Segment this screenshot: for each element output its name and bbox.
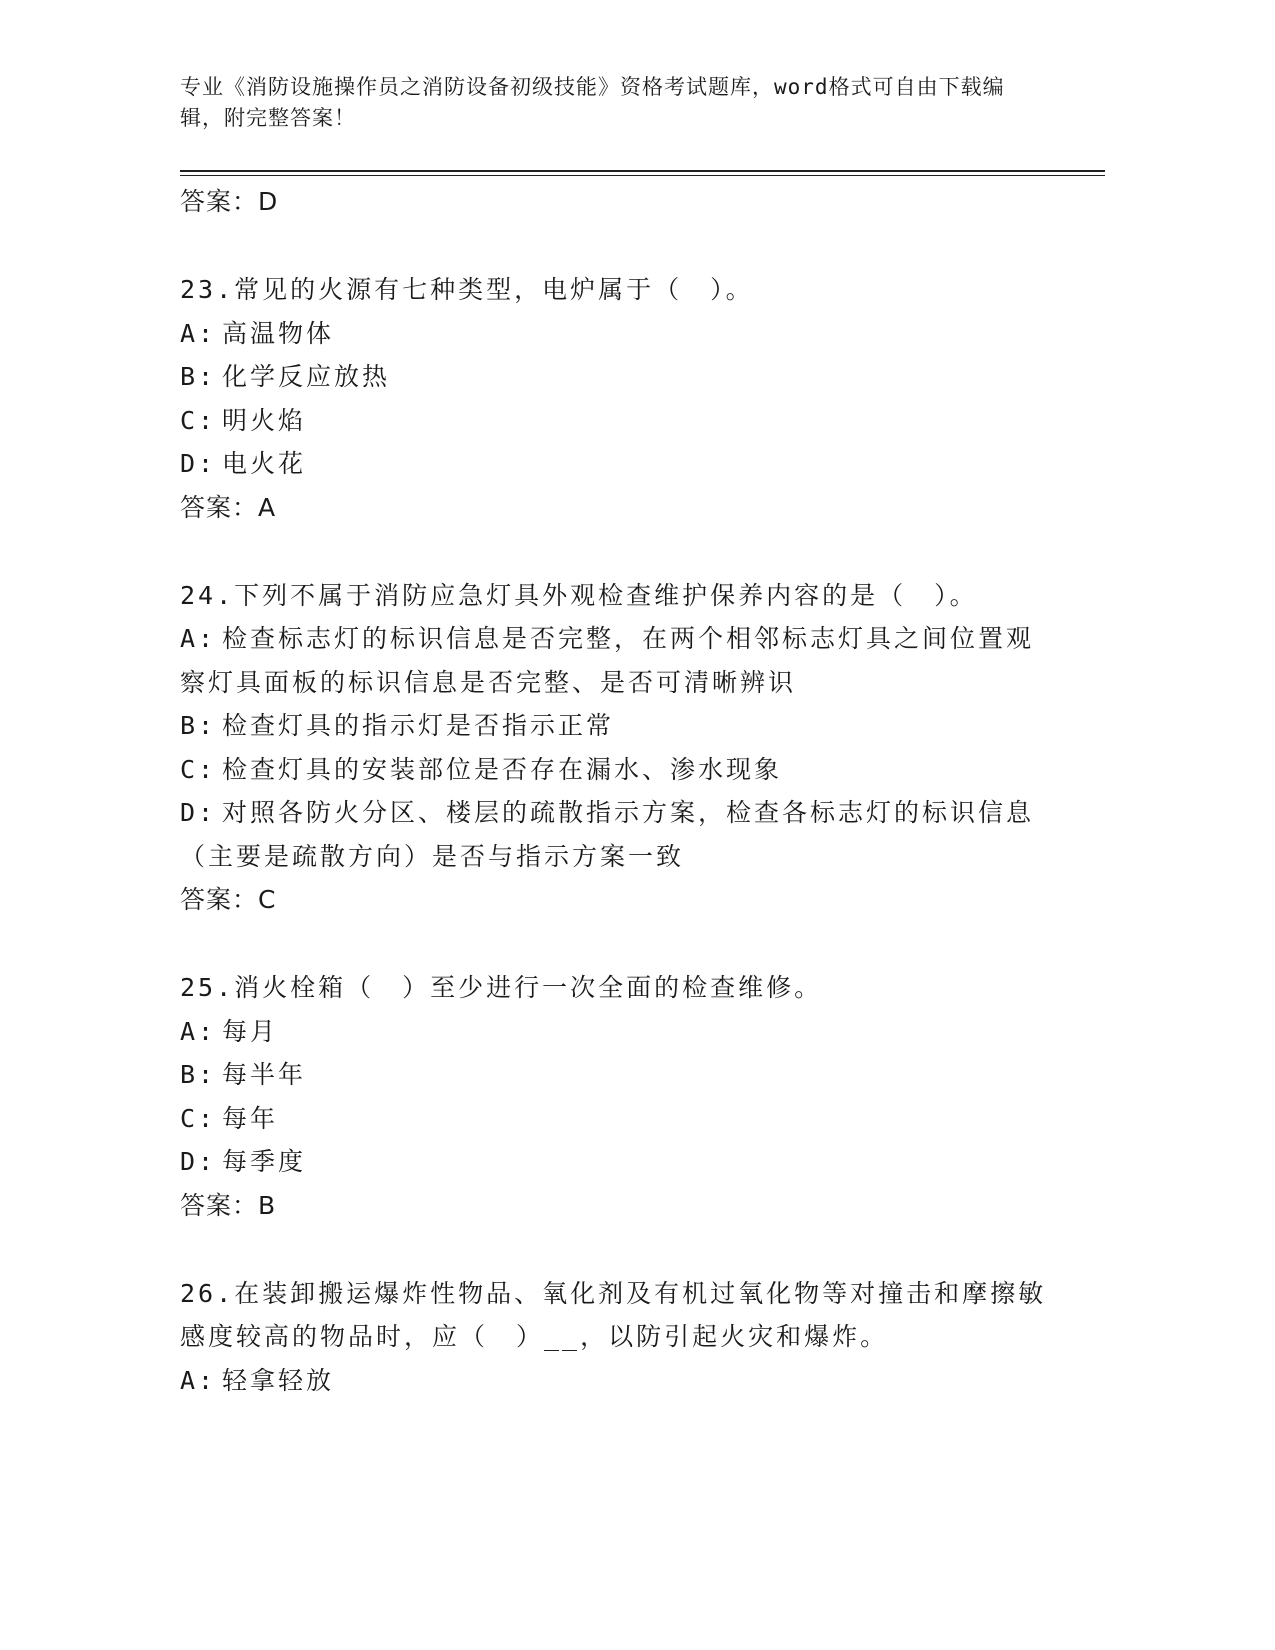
option-letter: B: [180, 1060, 217, 1089]
option-letter: A: [180, 1016, 217, 1046]
question-block [180, 1272, 1047, 1403]
option-line [180, 835, 1040, 879]
option-text: （主要是疏散方向）是否与指示方案一致 [180, 841, 685, 871]
answer-label: 答案：A [180, 492, 277, 522]
question-block [180, 574, 1040, 923]
question-block [180, 268, 1040, 530]
option-text: 化学反应放热 [222, 362, 391, 391]
option-line [180, 399, 1040, 443]
option-line [180, 661, 1040, 705]
option-line [180, 442, 1040, 486]
option-letter: A: [180, 318, 217, 348]
option-line [180, 1097, 1040, 1141]
question-list [180, 180, 1047, 1402]
option-letter: C: [180, 405, 217, 435]
option-line [180, 312, 1040, 356]
question-text: 感度较高的物品时，应（ ）__，以防引起火灾和爆炸。 [180, 1322, 889, 1351]
option-line [180, 791, 1040, 835]
header-rule [180, 170, 1105, 172]
option-line [180, 355, 1040, 399]
option-letter: C: [180, 754, 217, 784]
header-rule-thin [180, 175, 1105, 176]
option-line [180, 1053, 1040, 1097]
option-letter: C: [180, 1103, 217, 1133]
answer-label: 答案：D [180, 187, 279, 216]
option-text: 每季度 [222, 1147, 307, 1176]
option-line [180, 748, 1040, 792]
question-text: 25.消火栓箱（ ）至少进行一次全面的检查维修。 [180, 973, 823, 1002]
option-text: 每半年 [222, 1060, 307, 1089]
page-header: 专业《消防设施操作员之消防设备初级技能》资格考试题库，word格式可自由下载编辑，附完整答案！ [180, 75, 1005, 130]
option-text: 每月 [222, 1016, 279, 1046]
option-line [180, 1010, 1040, 1054]
option-line [180, 617, 1040, 661]
option-text: 察灯具面板的标识信息是否完整、是否可清晰辨识 [180, 667, 797, 697]
option-letter: D: [180, 798, 217, 827]
option-letter: D: [180, 449, 217, 478]
option-line [180, 704, 1040, 748]
option-letter: B: [180, 711, 217, 740]
question-text: 24.下列不属于消防应急灯具外观检查维护保养内容的是（ ）。 [180, 580, 978, 610]
answer-label: 答案：C [180, 885, 277, 914]
option-letter: D: [180, 1147, 217, 1176]
option-text: 对照各防火分区、楼层的疏散指示方案，检查各标志灯的标识信息 [222, 798, 1035, 827]
option-text: 检查标志灯的标识信息是否完整，在两个相邻标志灯具之间位置观 [222, 624, 1035, 653]
question-block [180, 966, 1040, 1228]
option-text: 检查灯具的指示灯是否指示正常 [222, 711, 615, 740]
option-text: 高温物体 [222, 318, 335, 348]
option-line [180, 1140, 1040, 1184]
option-text: 检查灯具的安装部位是否存在漏水、渗水现象 [222, 754, 783, 784]
option-letter: A: [180, 624, 217, 653]
option-text: 明火焰 [222, 405, 307, 435]
option-letter: B: [180, 362, 217, 391]
question-text: 26.在装卸搬运爆炸性物品、氧化剂及有机过氧化物等对撞击和摩擦敏 [180, 1278, 1047, 1308]
question-text: 23.常见的火源有七种类型，电炉属于（ ）。 [180, 275, 754, 304]
option-line [180, 1359, 1040, 1403]
option-text: 轻拿轻放 [222, 1365, 335, 1395]
option-text: 每年 [222, 1103, 279, 1133]
answer-label: 答案：B [180, 1190, 277, 1220]
option-text: 电火花 [222, 449, 307, 478]
option-letter: A: [180, 1365, 217, 1395]
